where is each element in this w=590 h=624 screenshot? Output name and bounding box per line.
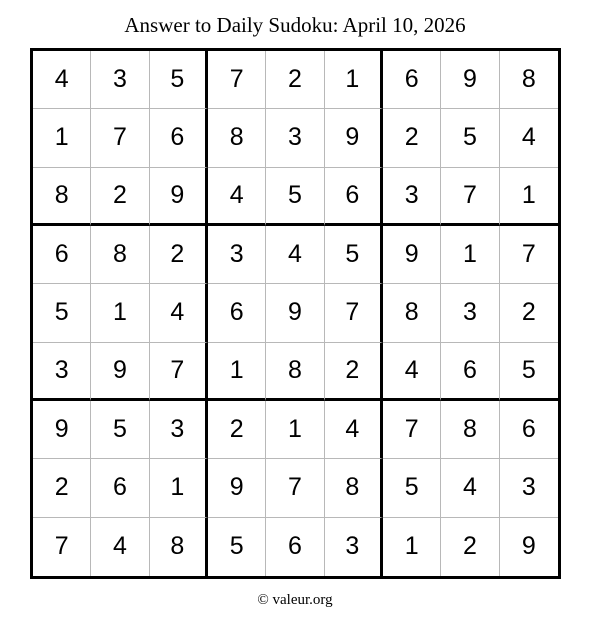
sudoku-cell: 6 — [325, 168, 383, 226]
sudoku-cell: 8 — [208, 109, 266, 167]
sudoku-cell: 5 — [91, 401, 149, 459]
sudoku-cell: 9 — [33, 401, 91, 459]
sudoku-cell: 3 — [325, 518, 383, 576]
sudoku-cell: 5 — [441, 109, 499, 167]
sudoku-cell: 4 — [150, 284, 208, 342]
sudoku-cell: 1 — [383, 518, 441, 576]
sudoku-cell: 7 — [33, 518, 91, 576]
sudoku-cell: 1 — [91, 284, 149, 342]
sudoku-cell: 9 — [325, 109, 383, 167]
sudoku-cell: 7 — [150, 343, 208, 401]
sudoku-cell: 5 — [150, 51, 208, 109]
sudoku-cell: 3 — [266, 109, 324, 167]
sudoku-cell: 5 — [33, 284, 91, 342]
copyright-footer: © valeur.org — [257, 592, 333, 608]
page-title: Answer to Daily Sudoku: April 10, 2026 — [124, 13, 466, 37]
sudoku-cell: 6 — [91, 459, 149, 517]
sudoku-cell: 7 — [208, 51, 266, 109]
sudoku-cell: 8 — [441, 401, 499, 459]
sudoku-cell: 6 — [266, 518, 324, 576]
sudoku-cell: 4 — [383, 343, 441, 401]
sudoku-cell: 9 — [150, 168, 208, 226]
sudoku-cell: 6 — [33, 226, 91, 284]
sudoku-cell: 1 — [266, 401, 324, 459]
sudoku-cell: 1 — [33, 109, 91, 167]
sudoku-cell: 8 — [383, 284, 441, 342]
sudoku-cell: 6 — [441, 343, 499, 401]
sudoku-board — [30, 48, 561, 579]
sudoku-cell: 7 — [325, 284, 383, 342]
sudoku-cell: 2 — [383, 109, 441, 167]
sudoku-cell: 4 — [91, 518, 149, 576]
sudoku-cell: 2 — [441, 518, 499, 576]
sudoku-cell: 4 — [33, 51, 91, 109]
sudoku-cell: 1 — [150, 459, 208, 517]
sudoku-cell: 9 — [521, 532, 536, 561]
sudoku-cell: 1 — [441, 226, 499, 284]
sudoku-cell: 2 — [266, 51, 324, 109]
sudoku-cell: 2 — [150, 226, 208, 284]
sudoku-cell: 7 — [441, 168, 499, 226]
sudoku-cell: 2 — [325, 343, 383, 401]
sudoku-cell: 1 — [208, 343, 266, 401]
sudoku-cell: 4 — [208, 168, 266, 226]
sudoku-cell: 6 — [208, 284, 266, 342]
sudoku-cell: 6 — [500, 401, 558, 459]
sudoku-cell: 7 — [383, 401, 441, 459]
sudoku-cell: 8 — [33, 168, 91, 226]
sudoku-cell: 7 — [500, 226, 558, 284]
sudoku-cell: 9 — [266, 284, 324, 342]
sudoku-cell: 8 — [325, 459, 383, 517]
sudoku-cell: 7 — [266, 459, 324, 517]
sudoku-cell: 7 — [91, 109, 149, 167]
sudoku-cell: 2 — [500, 284, 558, 342]
sudoku-cell: 5 — [383, 459, 441, 517]
sudoku-cell: 8 — [91, 226, 149, 284]
sudoku-cell: 3 — [208, 226, 266, 284]
sudoku-cell: 8 — [500, 51, 558, 109]
sudoku-cell: 5 — [266, 168, 324, 226]
sudoku-cell: 2 — [33, 459, 91, 517]
sudoku-cell: 9 — [208, 459, 266, 517]
sudoku-cell: 3 — [441, 284, 499, 342]
sudoku-cell: 3 — [33, 343, 91, 401]
sudoku-cell: 2 — [208, 401, 266, 459]
sudoku-cell: 5 — [325, 226, 383, 284]
sudoku-cell: 3 — [150, 401, 208, 459]
sudoku-cell: 1 — [325, 51, 383, 109]
sudoku-cell: 2 — [91, 168, 149, 226]
sudoku-cell: 4 — [266, 226, 324, 284]
sudoku-cell: 5 — [208, 518, 266, 576]
sudoku-cell: 6 — [150, 109, 208, 167]
sudoku-cell: 3 — [383, 168, 441, 226]
sudoku-cell: 3 — [500, 459, 558, 517]
sudoku-cell: 4 — [325, 401, 383, 459]
sudoku-cell: 6 — [383, 51, 441, 109]
sudoku-cell: 9 — [383, 226, 441, 284]
sudoku-cell: 5 — [500, 343, 558, 401]
sudoku-cell: 9 — [91, 343, 149, 401]
sudoku-cell: 3 — [91, 51, 149, 109]
sudoku-cell: 4 — [500, 109, 558, 167]
sudoku-cell: 9 — [441, 51, 499, 109]
sudoku-cell: 1 — [500, 168, 558, 226]
sudoku-cell: 8 — [266, 343, 324, 401]
sudoku-cell: 8 — [150, 518, 208, 576]
sudoku-cell: 4 — [441, 459, 499, 517]
